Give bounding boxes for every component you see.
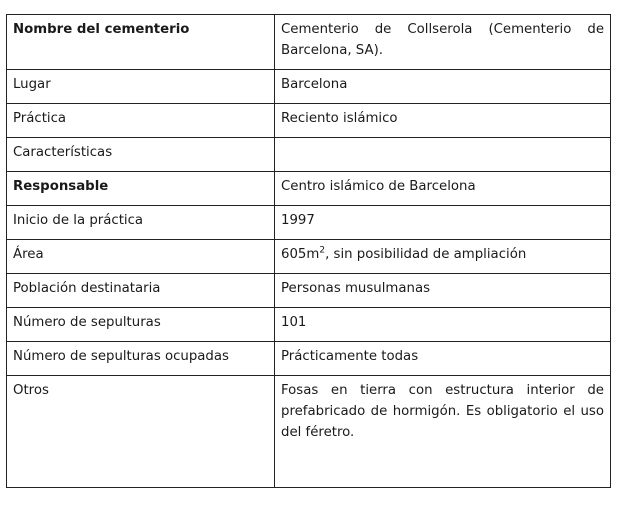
row-label: Características — [7, 138, 275, 172]
row-value: Personas musulmanas — [275, 274, 611, 308]
table-row — [7, 206, 611, 240]
area-note: , sin posibilidad de ampliación — [325, 247, 527, 262]
cemetery-info-table — [6, 14, 611, 488]
row-value: Centro islámico de Barcelona — [275, 172, 611, 206]
table-row — [7, 70, 611, 104]
row-value: Prácticamente todas — [275, 342, 611, 376]
table-row — [7, 172, 611, 206]
row-value: Reciento islámico — [275, 104, 611, 138]
row-label: Nombre del cementerio — [7, 15, 275, 70]
table-row — [7, 104, 611, 138]
row-value: 1997 — [275, 206, 611, 240]
row-value: 101 — [275, 308, 611, 342]
row-label: Número de sepulturas ocupadas — [7, 342, 275, 376]
row-value: Fosas en tierra con estructura interior de prefabricado de hormigón. Es obligatorio el uso del féretro. — [275, 376, 611, 488]
row-label: Responsable — [7, 172, 275, 206]
table-row — [7, 342, 611, 376]
row-label: Área — [7, 240, 275, 274]
row-value — [275, 138, 611, 172]
row-label: Población destinataria — [7, 274, 275, 308]
row-value — [275, 240, 611, 274]
row-value: Cementerio de Collserola (Cementerio de Barcelona, SA). — [275, 15, 611, 70]
row-label: Número de sepulturas — [7, 308, 275, 342]
table-row — [7, 376, 611, 488]
area-unit-exponent: 2 — [319, 245, 326, 256]
table-row — [7, 240, 611, 274]
row-label: Lugar — [7, 70, 275, 104]
row-label: Inicio de la práctica — [7, 206, 275, 240]
table-row — [7, 138, 611, 172]
row-label: Otros — [7, 376, 275, 488]
area-value: 605m — [281, 247, 320, 262]
row-label: Práctica — [7, 104, 275, 138]
row-value: Barcelona — [275, 70, 611, 104]
table-row — [7, 274, 611, 308]
table-row — [7, 308, 611, 342]
table-row — [7, 15, 611, 70]
